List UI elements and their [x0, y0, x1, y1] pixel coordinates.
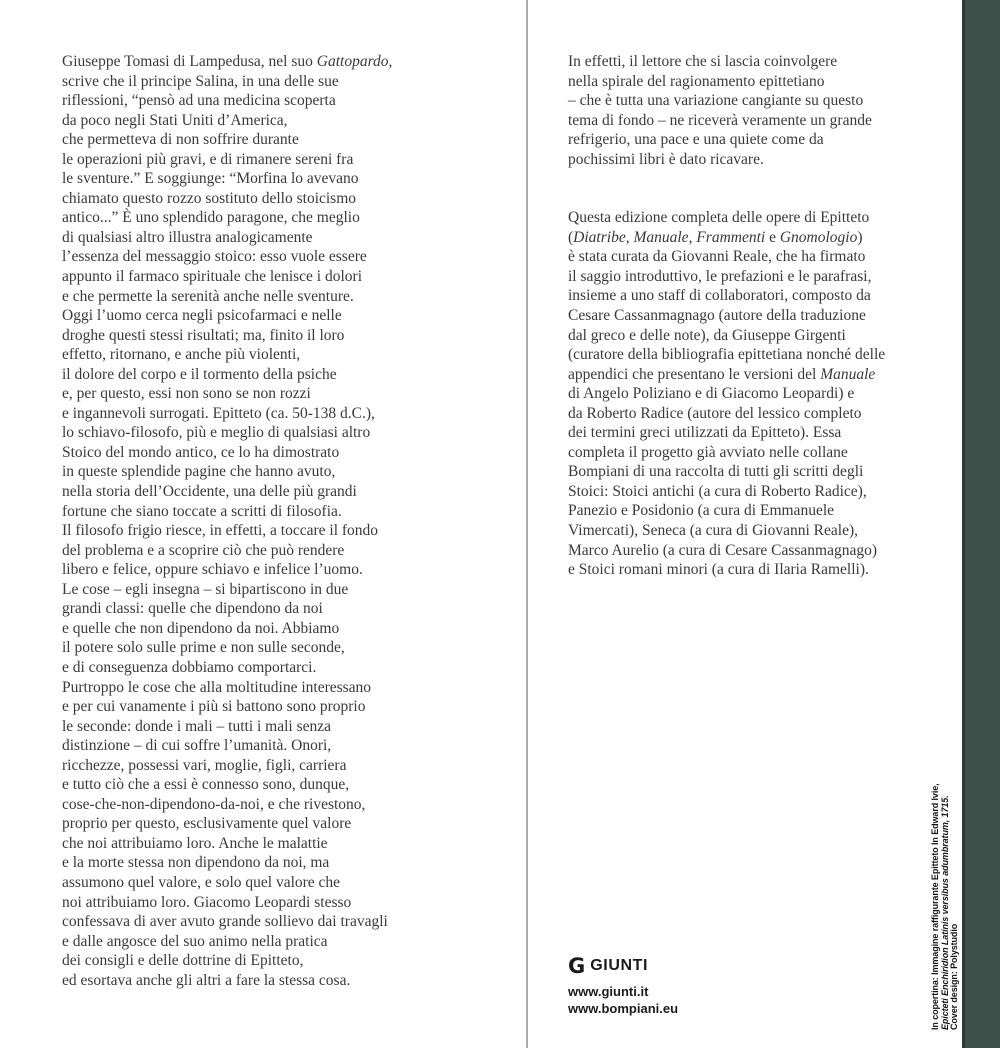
giunti-logo — [568, 956, 678, 976]
text-line: l’essenza del messaggio stoico: esso vuole essere — [62, 248, 367, 266]
right-flap-edition-paragraph — [568, 208, 978, 579]
text-line: nella spirale del ragionamento epittetiano — [568, 72, 825, 90]
text-line: cose-che-non-dipendono-da-noi, e che rivestono, — [62, 795, 366, 813]
text-line: (Diatribe, Manuale, Frammenti e Gnomologio) — [568, 228, 863, 246]
text-line: Stoici: Stoici antichi (a cura di Roberto Radice), — [568, 482, 867, 500]
left-flap-text — [62, 52, 502, 990]
text-line: effetto, ritornano, e anche più violenti, — [62, 346, 301, 364]
text-line: Cesare Cassanmagnago (autore della traduzione — [568, 307, 866, 325]
text-line: le seconde: donde i mali – tutti i mali senza — [62, 717, 332, 735]
text-line: confessava di aver avuto grande sollievo dai travagli — [62, 913, 388, 931]
text-line: e ingannevoli surrogati. Epitteto (ca. 50-138 d.C.), — [62, 404, 375, 422]
text-line: Purtroppo le cose che alla moltitudine interessano — [62, 678, 372, 696]
text-line: Marco Aurelio (a cura di Cesare Cassanmagnago) — [568, 541, 878, 559]
text-line: Oggi l’uomo cerca negli psicofarmaci e nelle — [62, 307, 342, 325]
giunti-g-icon: G — [568, 954, 586, 978]
text-line: riflessioni, “pensò ad una medicina scoperta — [62, 92, 336, 110]
text-line: Panezio e Posidonio (a cura di Emmanuele — [568, 502, 835, 520]
text-line: chiamato questo rozzo sostituto dello stoicismo — [62, 189, 357, 207]
text-line: droghe questi stessi risultati; ma, finito il loro — [62, 326, 345, 344]
text-line: che permetteva di non soffrire durante — [62, 131, 299, 149]
text-line: noi attribuiamo loro. Giacomo Leopardi stesso — [62, 893, 352, 911]
text-line: (curatore della bibliografia epittetiana nonché delle — [568, 346, 886, 364]
text-line: del problema e a scoprire ciò che può rendere — [62, 541, 345, 559]
giunti-wordmark: GIUNTI — [590, 957, 649, 974]
text-line: Vimercati), Seneca (a cura di Giovanni Reale), — [568, 522, 858, 540]
text-line: da poco negli Stati Uniti d’America, — [62, 111, 288, 129]
text-line: dei termini greci utilizzati da Epitteto). Essa — [568, 424, 842, 442]
text-line: scrive che il principe Salina, in una delle sue — [62, 72, 339, 90]
text-line: e, per questo, essi non sono se non rozzi — [62, 385, 311, 403]
right-flap-intro-paragraph — [568, 52, 978, 169]
text-line: è stata curata da Giovanni Reale, che ha firmato — [568, 248, 866, 266]
text-line: ed esortava anche gli altri a fare la stessa cosa. — [62, 971, 351, 989]
publisher-block — [568, 956, 678, 1017]
cover-spine-stripe — [962, 0, 1000, 1048]
text-line: nella storia dell’Occidente, una delle più grandi — [62, 483, 357, 501]
text-line: Il filosofo frigio riesce, in effetti, a toccare il fondo — [62, 522, 379, 540]
text-line: appunto il farmaco spirituale che lenisce i dolori — [62, 268, 362, 286]
text-line: da Roberto Radice (autore del lessico completo — [568, 404, 862, 422]
text-line: e per cui vanamente i più si battono sono proprio — [62, 698, 366, 716]
text-line: fortune che siano toccate a scritti di filosofia. — [62, 502, 342, 520]
text-line: e Stoici romani minori (a cura di Ilaria Ramelli). — [568, 561, 869, 579]
text-line: Le cose – egli insegna – si bipartiscono in due — [62, 580, 349, 598]
website-url-bompiani: www.bompiani.eu — [568, 1001, 679, 1016]
right-flap-text — [568, 52, 978, 580]
text-line: e quelle che non dipendono da noi. Abbiamo — [62, 619, 340, 637]
text-line: In effetti, il lettore che si lascia coinvolgere — [568, 53, 838, 70]
text-line: appendici che presentano le versioni del Manuale — [568, 365, 876, 383]
text-line: completa il progetto già avviato nelle collane — [568, 443, 848, 461]
text-line: Questa edizione completa delle opere di Epitteto — [568, 209, 870, 227]
text-line: in queste splendide pagine che hanno avuto, — [62, 463, 336, 481]
cover-caption-line1: In copertina: Immagine raffigurante Epitteto In Edward Ivie, — [930, 783, 940, 1030]
text-line: Giuseppe Tomasi di Lampedusa, nel suo Gattopardo, — [62, 53, 393, 70]
text-line: dei consigli e delle dottrine di Epitteto, — [62, 952, 304, 970]
cover-caption-line3: Cover design: Polystudio — [949, 923, 960, 1030]
text-line: di Angelo Poliziano e di Giacomo Leopardi) e — [568, 385, 855, 403]
text-line: il dolore del corpo e il tormento della psiche — [62, 365, 337, 383]
text-line: il saggio introduttivo, le prefazioni e le parafrasi, — [568, 267, 872, 285]
page-fold-divider — [526, 0, 528, 1048]
text-line: insieme a uno staff di collaboratori, composto da — [568, 287, 871, 305]
text-line: e la morte stessa non dipendono da noi, ma — [62, 854, 330, 872]
text-line: che noi attribuiamo loro. Anche le malattie — [62, 834, 328, 852]
text-line: lo schiavo-filosofo, più e meglio di qualsiasi altro — [62, 424, 371, 442]
text-line: grandi classi: quelle che dipendono da noi — [62, 600, 323, 618]
text-line: e tutto ciò che a essi è connesso sono, dunque, — [62, 776, 350, 794]
text-line: tema di fondo – ne riceverà veramente un grande — [568, 111, 872, 129]
website-url-giunti: www.giunti.it — [568, 984, 649, 999]
text-line: libero e felice, oppure schiavo e infelice l’uomo. — [62, 561, 363, 579]
cover-caption-line2: Epicteti Enchiridion Latinis versibus adumbratum, 1715. — [939, 795, 950, 1030]
text-line: dal greco e delle note), da Giuseppe Girgenti — [568, 326, 846, 344]
text-line: Bompiani di una raccolta di tutti gli scritti degli — [568, 463, 864, 481]
text-line: pochissimi libri è dato ricavare. — [568, 150, 764, 168]
text-line: antico...” È uno splendido paragone, che meglio — [62, 209, 360, 227]
text-line: distinzione – di cui soffre l’umanità. Onori, — [62, 737, 332, 755]
text-line: le sventure.” E soggiunge: “Morfina lo avevano — [62, 170, 359, 188]
text-line: e di conseguenza dobbiamo comportarci. — [62, 658, 317, 676]
text-line: le operazioni più gravi, e di rimanere sereni fra — [62, 150, 354, 168]
text-line: refrigerio, una pace e una quiete come da — [568, 131, 824, 149]
text-line: il potere solo sulle prime e non sulle seconde, — [62, 639, 345, 657]
text-line: e dalle angosce del suo animo nella pratica — [62, 932, 328, 950]
text-line: – che è tutta una variazione cangiante su questo — [568, 92, 864, 110]
text-line: ricchezze, possessi vari, moglie, figli, carriera — [62, 756, 347, 774]
text-line: proprio per questo, esclusivamente quel valore — [62, 815, 352, 833]
cover-caption-vertical — [931, 738, 960, 1030]
text-line: assumono quel valore, e solo quel valore che — [62, 873, 341, 891]
text-line: e che permette la serenità anche nelle sventure. — [62, 287, 354, 305]
text-line: Stoico del mondo antico, ce lo ha dimostrato — [62, 443, 340, 461]
text-line: di qualsiasi altro illustra analogicamente — [62, 228, 313, 246]
